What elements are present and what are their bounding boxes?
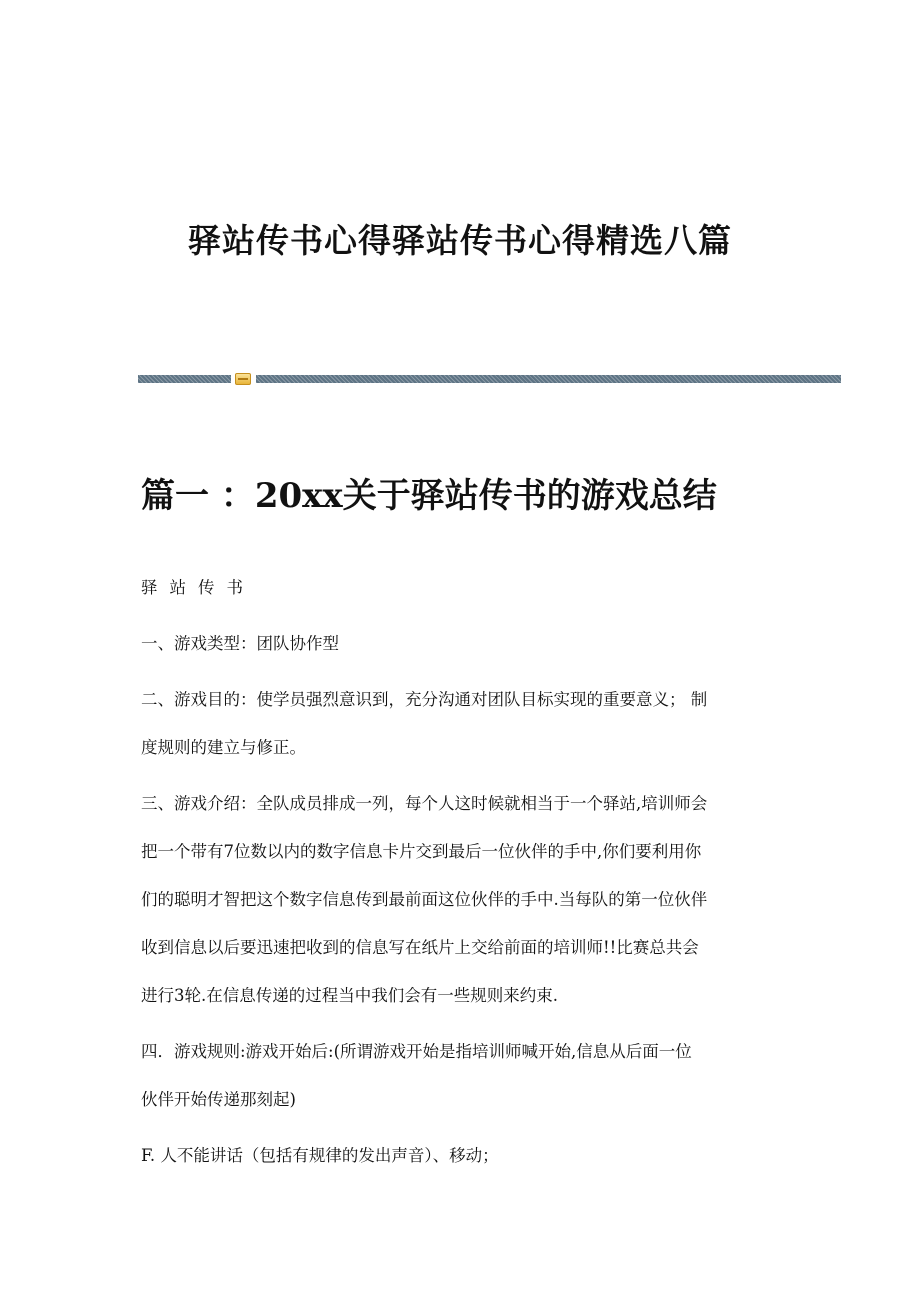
divider-bar-right <box>256 375 841 383</box>
paragraph-line: F. 人不能讲话（包括有规律的发出声音）、移动； <box>141 1146 499 1165</box>
envelope-icon <box>235 373 251 385</box>
paragraph-line: 们的聪明才智把这个数字信息传到最前面这位伙伴的手中.当每队的第一位伙伴 <box>141 890 708 909</box>
paragraph-line: 度规则的建立与修正。 <box>141 738 306 757</box>
divider-bar-left <box>138 375 231 383</box>
subtitle-line: 驿站传书 <box>141 578 255 597</box>
paragraph-line: 进行3轮.在信息传递的过程当中我们会有一些规则来约束. <box>141 986 558 1005</box>
paragraph-line: 伙伴开始传递那刻起) <box>141 1090 296 1109</box>
paragraph-line: 把一个带有7位数以内的数字信息卡片交到最后一位伙伴的手中,你们要利用你 <box>141 842 702 861</box>
paragraph-line: 一、游戏类型：团队协作型 <box>141 634 339 653</box>
paragraph-line: 四．游戏规则:游戏开始后:(所谓游戏开始是指培训师喊开始,信息从后面一位 <box>141 1042 692 1061</box>
paragraph-line: 二、游戏目的：使学员强烈意识到，充分沟通对团队目标实现的重要意义； 制 <box>141 690 708 709</box>
paragraph-line: 三、游戏介绍：全队成员排成一列，每个人这时候就相当于一个驿站,培训师会 <box>141 794 708 813</box>
document-title: 驿站传书心得驿站传书心得精选八篇 <box>188 221 732 260</box>
section-divider <box>138 375 841 383</box>
paragraph-line: 收到信息以后要迅速把收到的信息写在纸片上交给前面的培训师!!比赛总共会 <box>141 938 699 957</box>
section-heading: 篇一 ：20xx关于驿站传书的游戏总结 <box>141 476 717 516</box>
